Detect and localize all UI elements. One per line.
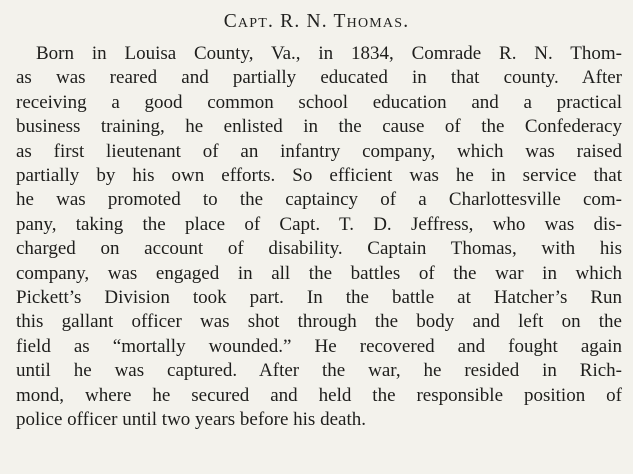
paragraph-line: Born in Louisa County, Va., in 1834, Comrade R. N. Thom- <box>36 43 622 64</box>
paragraph-line: field as “mortally wounded.” He recovered and fought again <box>16 335 622 357</box>
paragraph-line: mond, where he secured and held the responsible position of <box>16 384 622 406</box>
paragraph-line: business training, he enlisted in the cause of the Confederacy <box>16 116 622 138</box>
paragraph-line: company, was engaged in all the battles of the war in which <box>16 262 622 284</box>
paragraph-line: police officer until two years before his death. <box>16 409 366 430</box>
paragraph-line: as was reared and partially educated in that county. After <box>16 67 622 89</box>
paragraph-line: as first lieutenant of an infantry company, which was raised <box>16 140 622 162</box>
paragraph-line: until he was captured. After the war, he resided in Rich- <box>16 360 622 382</box>
paragraph-line: receiving a good common school education and a practical <box>16 91 622 113</box>
paragraph-line: Pickett’s Division took part. In the battle at Hatcher’s Run <box>16 287 622 308</box>
paragraph-line: charged on account of disability. Captain Thomas, with his <box>16 238 622 260</box>
paragraph-line: he was promoted to the captaincy of a Charlottesville com- <box>16 189 622 211</box>
paragraph-line: pany, taking the place of Capt. T. D. Jeffress, who was dis- <box>16 213 622 235</box>
paragraph-line: partially by his own efforts. So efficient was he in service that <box>16 165 622 186</box>
page-title: Capt. R. N. Thomas. <box>223 11 410 32</box>
paragraph-line: this gallant officer was shot through the body and left on the <box>16 311 622 333</box>
